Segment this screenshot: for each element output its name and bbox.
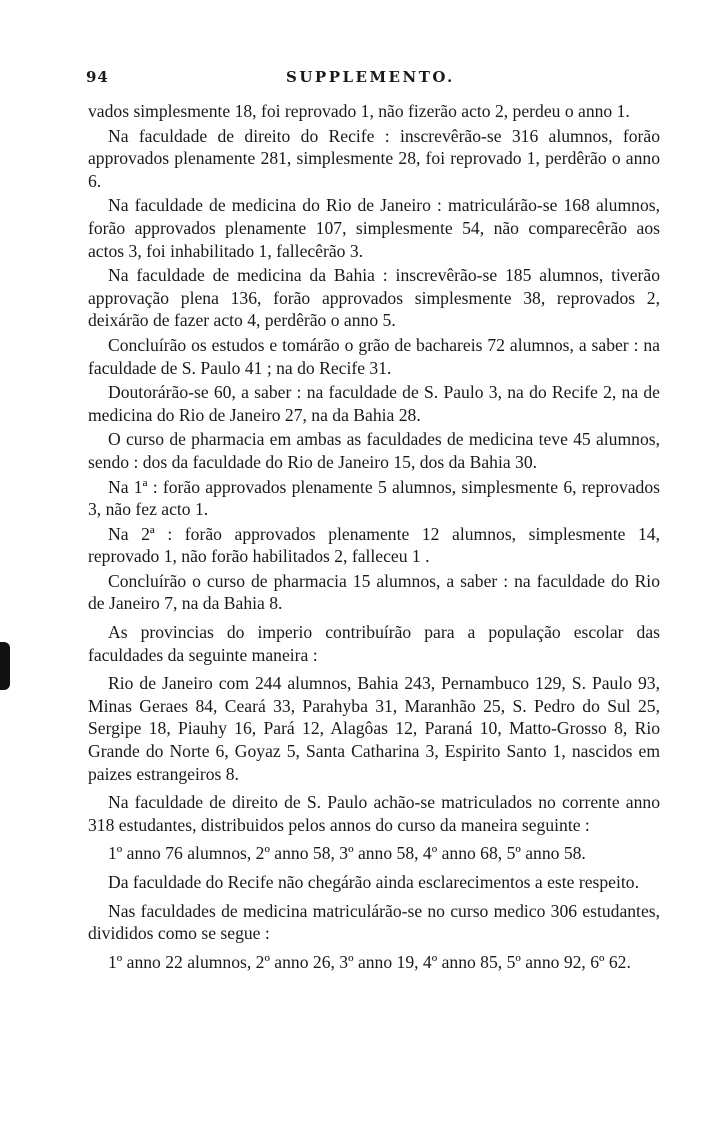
paragraph-bahia-medicine: Na faculdade de medicina da Bahia : inscrevêrão-se 185 alumnos, tiverão approvação plena 136, forão approvados simplesmente 38, reprovados 2, deixárão de fazer acto 4, perdêrão o anno 5. <box>88 265 660 331</box>
paragraph-rio-medicine: Na faculdade de medicina do Rio de Janeiro : matriculárão-se 168 alumnos, forão approvados plenamente 107, simplesmente 54, não comparecêrão aos actos 3, foi inhabilitado 1, fallecêrão 3. <box>88 195 660 261</box>
paragraph-provinces-list: Rio de Janeiro com 244 alumnos, Bahia 243, Pernambuco 129, S. Paulo 93, Minas Geraes 84, Ceará 33, Parahyba 31, Maranhão 25, S. Pedro do Sul 25, Sergipe 18, Piauhy 16, Pará 12, Alagôas 12, Paraná 10, Matto-Grosso 8, Rio Grande do Norte 6, Goyaz 5, Santa Catharina 3, Espirito Santo 1, nascidos em paizes estrangeiros 8. <box>88 673 660 784</box>
paragraph-continuation: vados simplesmente 18, foi reprovado 1, não fizerão acto 2, perdeu o anno 1. <box>88 101 630 121</box>
paragraph-sao-paulo-years: 1º anno 76 alumnos, 2º anno 58, 3º anno 58, 4º anno 68, 5º anno 58. <box>108 843 586 864</box>
paragraph-sao-paulo-enrolment: Na faculdade de direito de S. Paulo achão-se matriculados no corrente anno 318 estudantes, distribuidos pelos annos do curso da maneira seguinte : <box>88 792 660 835</box>
running-title: SUPPLEMENTO. <box>286 68 455 86</box>
paragraph-pharmacy-graduates: Concluírão o curso de pharmacia 15 alumnos, a saber : na faculdade do Rio de Janeiro 7, na da Bahia 8. <box>88 570 660 614</box>
paragraph-recife-info: Da faculdade do Recife não chegárão ainda esclarecimentos a este respeito. <box>108 872 639 892</box>
paragraph-medicine-enrolment: Nas faculdades de medicina matriculárão-se no curso medico 306 estudantes, divididos como se segue : <box>88 900 660 944</box>
body-text <box>88 100 660 975</box>
paragraph-first-year: Na 1ª : forão approvados plenamente 5 alumnos, simplesmente 6, reprovados 3, não fez acto 1. <box>88 476 660 520</box>
page-number: 94 <box>86 68 109 86</box>
paragraph-medicine-years: 1º anno 22 alumnos, 2º anno 26, 3º anno 19, 4º anno 85, 5º anno 92, 6º 62. <box>108 951 631 972</box>
paragraph-second-year: Na 2ª : forão approvados plenamente 12 alumnos, simplesmente 14, reprovado 1, não forão habilitados 2, falleceu 1 . <box>88 523 660 567</box>
page-header <box>86 68 662 90</box>
paragraph-recife-law: Na faculdade de direito do Recife : inscrevêrão-se 316 alumnos, forão approvados plenamente 281, simplesmente 28, foi reprovado 1, perdêrão o anno 6. <box>88 125 660 191</box>
paragraph-doctorates: Doutorárão-se 60, a saber : na faculdade de S. Paulo 3, na do Recife 2, na de medicina do Rio de Janeiro 27, na da Bahia 28. <box>88 382 660 425</box>
paragraph-pharmacy-course: O curso de pharmacia em ambas as faculdades de medicina teve 45 alumnos, sendo : dos da faculdade do Rio de Janeiro 15, dos da Bahia 30. <box>88 429 660 472</box>
paragraph-provinces-intro: As provincias do imperio contribuírão para a população escolar das faculdades da seguinte maneira : <box>88 622 660 665</box>
ink-blot-mark <box>0 642 10 690</box>
paragraph-bachelors: Concluírão os estudos e tomárão o grão de bachareis 72 alumnos, a saber : na faculdade de S. Paulo 41 ; na do Recife 31. <box>88 334 660 378</box>
